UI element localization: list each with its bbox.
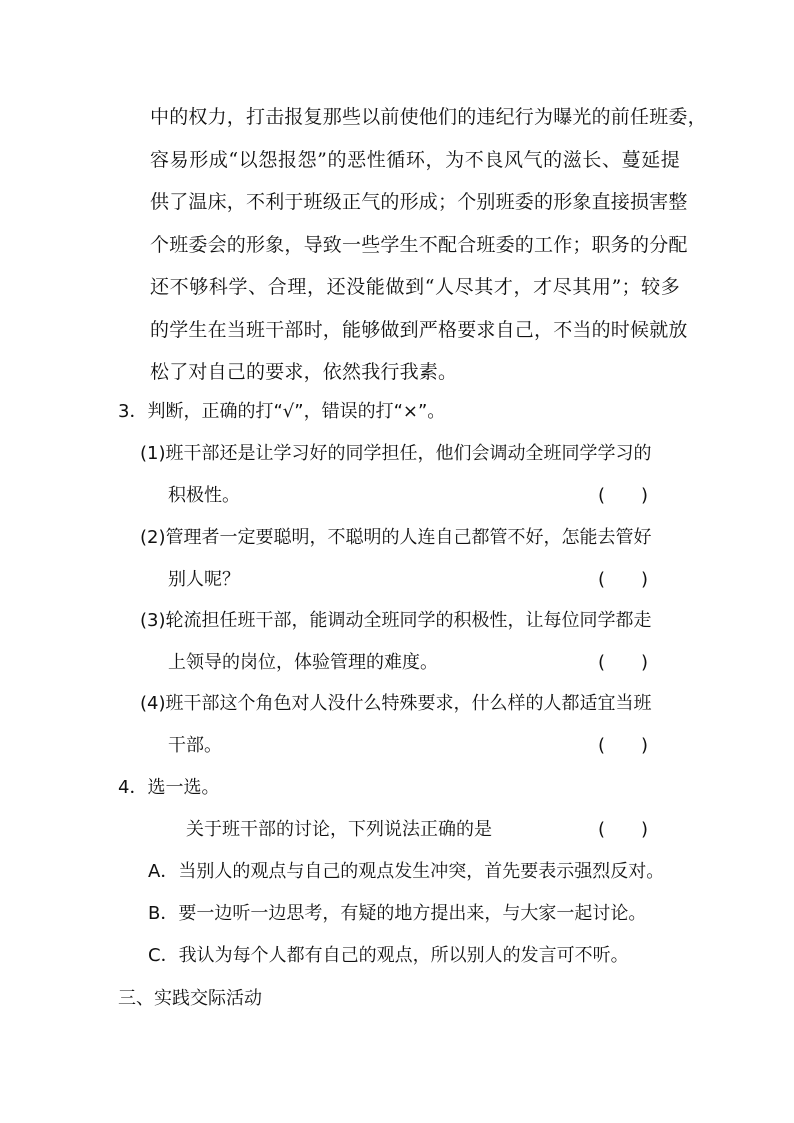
paragraph-line: 的学生在当班干部时，能够做到严格要求自己，不当的时候就放 xyxy=(150,318,688,341)
q4-option-a[interactable]: A．当别人的观点与自己的观点发生冲突，首先要表示强烈反对。 xyxy=(148,861,665,882)
paragraph-line: 中的权力，打击报复那些以前使他们的违纪行为曝光的前任班委， xyxy=(150,106,707,128)
paragraph-line: 供了温床，不利于班级正气的形成；个别班委的形象直接损害整 xyxy=(150,191,688,213)
q3-item-4-line2: 干部。 xyxy=(168,735,222,756)
q4-stem: 关于班干部的讨论，下列说法正确的是 xyxy=(186,819,492,840)
q3-item-2-line1: (2)管理者一定要聪明，不聪明的人连自己都管不好，怎能去管好 xyxy=(140,527,652,548)
q3-item-4-answer-blank[interactable]: ( ) xyxy=(598,735,649,756)
paragraph-line: 松了对自己的要求，依然我行我素。 xyxy=(150,361,458,383)
q3-item-1-line1: (1)班干部还是让学习好的同学担任，他们会调动全班同学学习的 xyxy=(140,443,652,464)
q3-item-2-answer-blank[interactable]: ( ) xyxy=(598,569,649,590)
q4-answer-blank[interactable]: ( ) xyxy=(598,819,649,840)
q3-item-2-line2: 别人呢？ xyxy=(168,569,240,590)
q3-item-3-line1: (3)轮流担任班干部，能调动全班同学的积极性，让每位同学都走 xyxy=(140,610,652,631)
q3-item-1-line2: 积极性。 xyxy=(168,485,240,506)
paragraph-line: 容易形成“以怨报怨”的恶性循环，为不良风气的滋长、蔓延提 xyxy=(150,148,680,171)
q4-option-c[interactable]: C．我认为每个人都有自己的观点，所以别人的发言可不听。 xyxy=(148,945,629,966)
q3-item-3-line2: 上领导的岗位，体验管理的难度。 xyxy=(168,652,438,673)
q3-item-4-line1: (4)班干部这个角色对人没什么特殊要求，什么样的人都适宜当班 xyxy=(140,693,652,714)
paragraph-line: 还不够科学、合理，还没能做到“人尽其才，才尽其用”；较多 xyxy=(150,276,680,298)
q4-option-b[interactable]: B．要一边听一边思考，有疑的地方提出来，与大家一起讨论。 xyxy=(148,903,647,924)
paragraph-line: 个班委会的形象，导致一些学生不配合班委的工作；职务的分配 xyxy=(150,233,688,256)
question-4-heading: 4．选一选。 xyxy=(118,777,220,798)
continued-paragraph xyxy=(150,96,707,394)
q3-item-3-answer-blank[interactable]: ( ) xyxy=(598,652,649,673)
q3-item-1-answer-blank[interactable]: ( ) xyxy=(598,485,649,506)
section-3-heading: 三、实践交际活动 xyxy=(118,988,262,1009)
question-3-heading: 3．判断，正确的打“√”，错误的打“×”。 xyxy=(118,401,446,422)
